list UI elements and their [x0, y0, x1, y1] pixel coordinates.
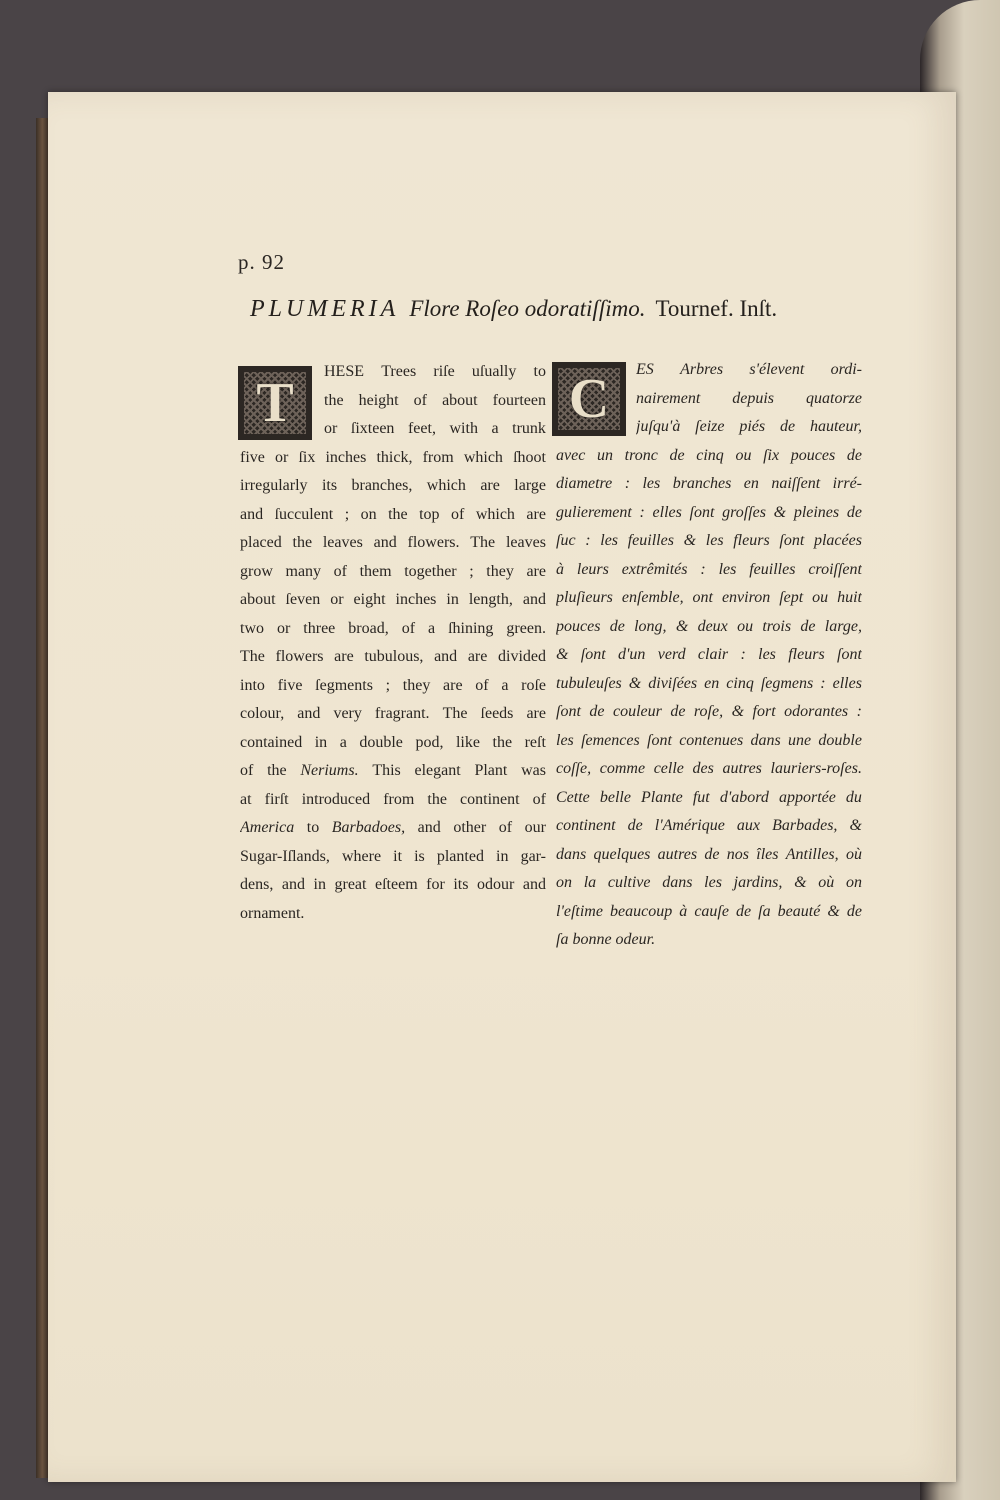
text-line: juſqu'à ſeize piés de hauteur, — [636, 418, 862, 435]
english-text-column — [240, 358, 546, 928]
text-line: two or three broad, of a ſhining green. — [240, 619, 546, 637]
text-line: into five ſegments ; they are of a roſe — [240, 676, 546, 694]
text-line: avec un tronc de cinq ou ſix pouces de — [556, 446, 862, 464]
text-line: of the Neriums. This elegant Plant was — [240, 762, 546, 779]
text-line: diametre : les branches en naiſſent irré- — [556, 475, 862, 492]
text-line: contained in a double pod, like the reſt — [240, 733, 546, 751]
text-line: and ſucculent ; on the top of which are — [240, 505, 546, 523]
text-line: HESE Trees riſe uſually to — [324, 363, 546, 380]
text-line: placed the leaves and flowers. The leaves — [240, 534, 546, 551]
text-line: ES Arbres s'élevent ordi- — [636, 361, 862, 378]
text-line: continent de l'Amérique aux Barbades, & — [556, 817, 862, 834]
text-line: l'eſtime beaucoup à cauſe de ſa beauté & de — [556, 902, 862, 920]
text-line: gulierement : elles ſont groſſes & pleines de — [556, 503, 862, 521]
text-line: on la cultive dans les jardins, & où on — [556, 874, 862, 891]
dropcap-letter: C — [568, 368, 610, 430]
text-line: at firſt introduced from the continent of — [240, 790, 546, 808]
text-line: about ſeven or eight inches in length, and — [240, 591, 546, 608]
text-line: ornament. — [240, 904, 305, 922]
text-line: coſſe, comme celle des autres lauriers-roſes. — [556, 760, 862, 777]
text-line: or ſixteen feet, with a trunk — [324, 420, 546, 437]
text-line: Cette belle Plante fut d'abord apportée du — [556, 788, 862, 806]
text-line: ſont de couleur de roſe, & fort odorantes : — [556, 703, 862, 720]
text-line: dens, and in great eſteem for its odour and — [240, 876, 546, 893]
text-line: ſa bonne odeur. — [556, 931, 656, 948]
text-line: The flowers are tubulous, and are divided — [240, 648, 546, 665]
text-line: America to Barbadoes, and other of our — [240, 819, 546, 836]
heading-genus: PLUMERIA — [250, 296, 400, 322]
text-line: dans quelques autres de nos îles Antilles, où — [556, 845, 862, 863]
text-line: pouces de long, & deux ou trois de large, — [556, 617, 862, 635]
text-line: colour, and very fragrant. The ſeeds are — [240, 705, 546, 722]
text-line: pluſieurs enſemble, ont environ ſept ou huit — [556, 589, 862, 606]
text-line: five or ſix inches thick, from which ſhoot — [240, 448, 546, 466]
text-line: ſuc : les feuilles & les fleurs ſont placées — [556, 532, 862, 549]
page-number: p. 92 — [238, 250, 285, 274]
heading-authority: Tournef. Inſt. — [655, 296, 778, 321]
text-line: les ſemences ſont contenues dans une double — [556, 731, 862, 749]
text-line: tubuleuſes & diviſées en cinq ſegmens : elles — [556, 674, 862, 692]
plant-heading — [250, 296, 850, 323]
text-line: grow many of them together ; they are — [240, 562, 546, 580]
text-line: à leurs extrêmités : les feuilles croiſſent — [556, 560, 862, 578]
text-line: nairement depuis quatorze — [636, 389, 862, 407]
text-line: & ſont d'un verd clair : les fleurs ſont — [556, 646, 862, 663]
french-text-column — [556, 356, 862, 955]
text-line: the height of about fourteen — [324, 391, 546, 409]
heading-species: Flore Roſeo odoratiſſimo. — [409, 296, 646, 321]
dropcap-letter: T — [256, 372, 294, 434]
text-line: Sugar-Iſlands, where it is planted in gar- — [240, 847, 546, 865]
text-line: irregularly its branches, which are large — [240, 477, 546, 494]
